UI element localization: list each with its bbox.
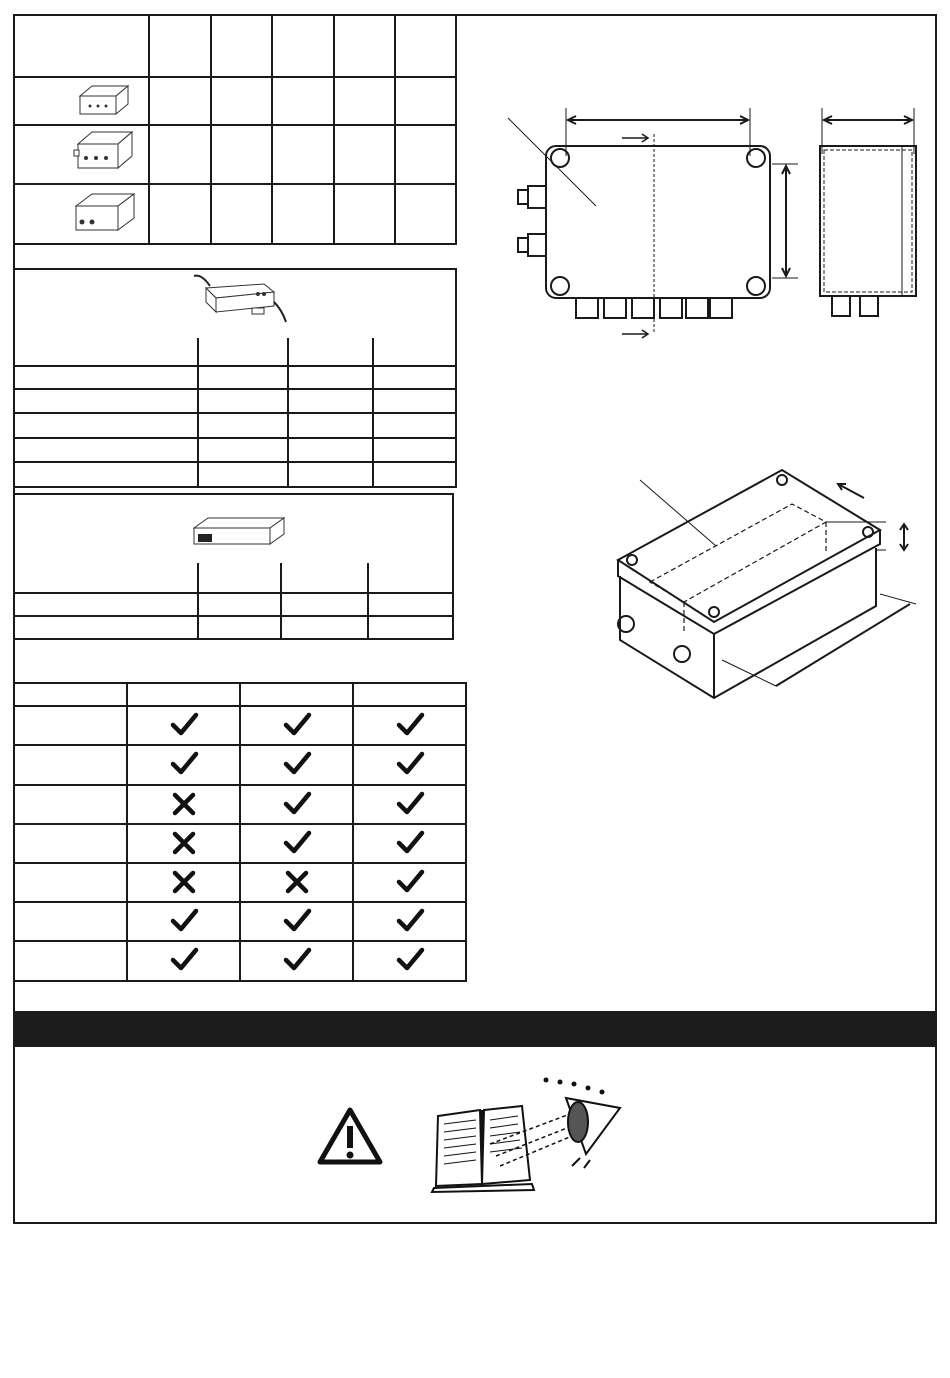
- check-icon: [173, 754, 196, 772]
- enclosure-side-view-drawing: [810, 100, 930, 340]
- check-icon: [399, 754, 422, 772]
- check-icon: [173, 715, 196, 733]
- cross-icon: [288, 873, 306, 891]
- warning-triangle-icon: [318, 1108, 382, 1164]
- check-icon: [399, 872, 422, 890]
- check-icon: [173, 950, 196, 968]
- cross-icon: [175, 834, 193, 852]
- check-icon: [286, 911, 309, 929]
- check-icon: [399, 833, 422, 851]
- check-icon: [286, 833, 309, 851]
- check-icon: [399, 911, 422, 929]
- check-icon: [399, 950, 422, 968]
- check-icon: [286, 950, 309, 968]
- check-icon: [399, 715, 422, 733]
- check-icon: [286, 715, 309, 733]
- read-manual-icon: [430, 1074, 630, 1194]
- check-icon: [399, 794, 422, 812]
- cross-icon: [175, 795, 193, 813]
- cross-icon: [175, 873, 193, 891]
- check-icon: [286, 754, 309, 772]
- enclosure-isometric-drawing: [600, 464, 930, 704]
- section-banner: [13, 1011, 937, 1047]
- check-icon: [173, 911, 196, 929]
- check-icon: [286, 794, 309, 812]
